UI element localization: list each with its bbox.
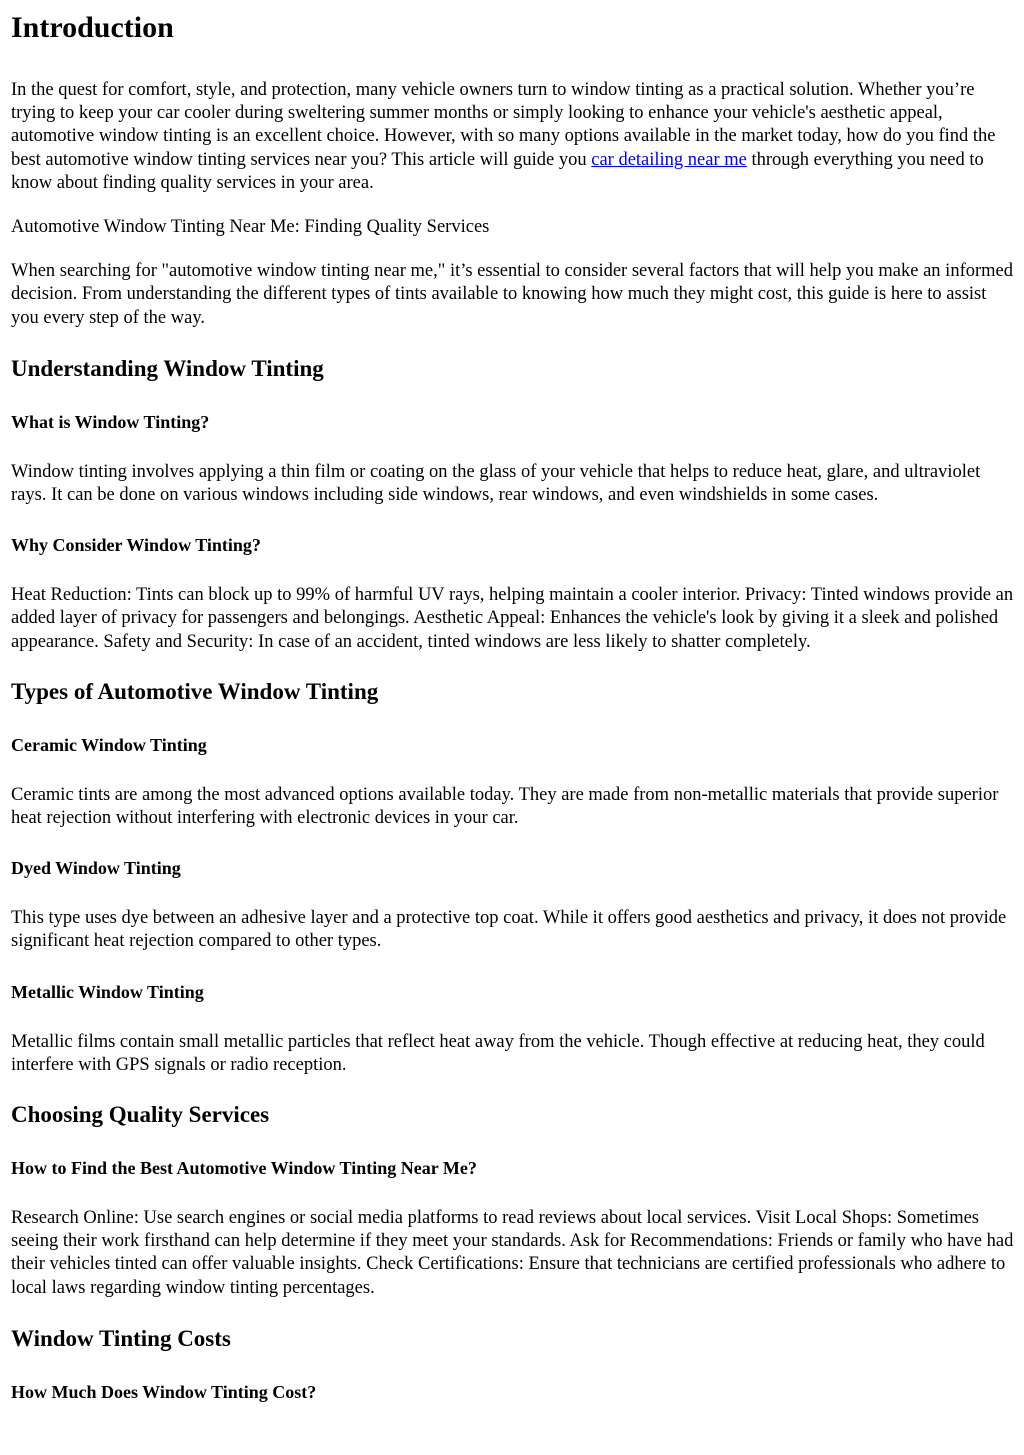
why-consider-heading: Why Consider Window Tinting?	[11, 535, 261, 556]
ceramic-heading: Ceramic Window Tinting	[11, 734, 207, 755]
metallic-paragraph: Metallic films contain small metallic particles that reflect heat away from the vehicle. Though effective at reducing heat, they could interfere with GPS signals or radio reception.	[11, 1031, 985, 1075]
dyed-paragraph: This type uses dye between an adhesive layer and a protective top coat. While it offers good aesthetics and privacy, it does not provide significant heat rejection compared to other types.	[11, 908, 1007, 952]
article	[0, 9, 1024, 1403]
how-much-heading: How Much Does Window Tinting Cost?	[11, 1381, 317, 1402]
page-title: Introduction	[11, 11, 174, 44]
find-best-heading: How to Find the Best Automotive Window Tinting Near Me?	[11, 1158, 477, 1179]
intro-text-after-link: through everything you need to know about finding quality services in your area.	[11, 149, 984, 193]
why-consider-paragraph: Heat Reduction: Tints can block up to 99% of harmful UV rays, helping maintain a cooler interior. Privacy: Tinted windows provide an added layer of privacy for passengers and belongings. Aesthetic Appeal: Enhances the vehicle's look by giving it a sleek and polished appearance. Safety and Security: In case of an accident, tinted windows are less likely to shatter completely.	[11, 585, 1014, 652]
metallic-heading: Metallic Window Tinting	[11, 981, 204, 1002]
search-paragraph: When searching for "automotive window tinting near me," it’s essential to consider several factors that will help you make an informed decision. From understanding the different types of tints available to knowing how much they might cost, this guide is here to assist you every step of the way.	[11, 261, 1013, 328]
car-detailing-link[interactable]: car detailing near me	[591, 149, 747, 170]
choosing-heading: Choosing Quality Services	[11, 1102, 270, 1128]
types-heading: Types of Automotive Window Tinting	[11, 678, 379, 704]
find-best-paragraph: Research Online: Use search engines or social media platforms to read reviews about local services. Visit Local Shops: Sometimes seeing their work firsthand can help determine if they meet your standards. Ask for Recommendations: Friends or family who have had their vehicles tinted can offer valuable insights. Check Certifications: Ensure that technicians are certified professionals who adhere to local laws regarding window tinting percentages.	[11, 1208, 1014, 1298]
what-is-tinting-heading: What is Window Tinting?	[11, 411, 210, 432]
intro-text-before-link: In the quest for comfort, style, and protection, many vehicle owners turn to window tinting as a practical solution. Whether you’re trying to keep your car cooler during sweltering summer months or simply looking to enhance your vehicle's aesthetic appeal, automotive window tinting is an excellent choice. However, with so many options available in the market today, how do you find the best automotive window tinting services near you? This article will guide you	[11, 80, 996, 170]
dyed-heading: Dyed Window Tinting	[11, 858, 181, 879]
intro-paragraph	[11, 79, 1014, 195]
article-subtitle: Automotive Window Tinting Near Me: Finding Quality Services	[11, 217, 490, 238]
costs-heading: Window Tinting Costs	[11, 1325, 231, 1351]
what-is-tinting-paragraph: Window tinting involves applying a thin film or coating on the glass of your vehicle that helps to reduce heat, glare, and ultraviolet rays. It can be done on various windows including side windows, rear windows, and even windshields in some cases.	[11, 461, 981, 506]
ceramic-paragraph: Ceramic tints are among the most advanced options available today. They are made from non-metallic materials that provide superior heat rejection without interfering with electronic devices in your car.	[11, 784, 999, 829]
understanding-heading: Understanding Window Tinting	[11, 355, 324, 381]
